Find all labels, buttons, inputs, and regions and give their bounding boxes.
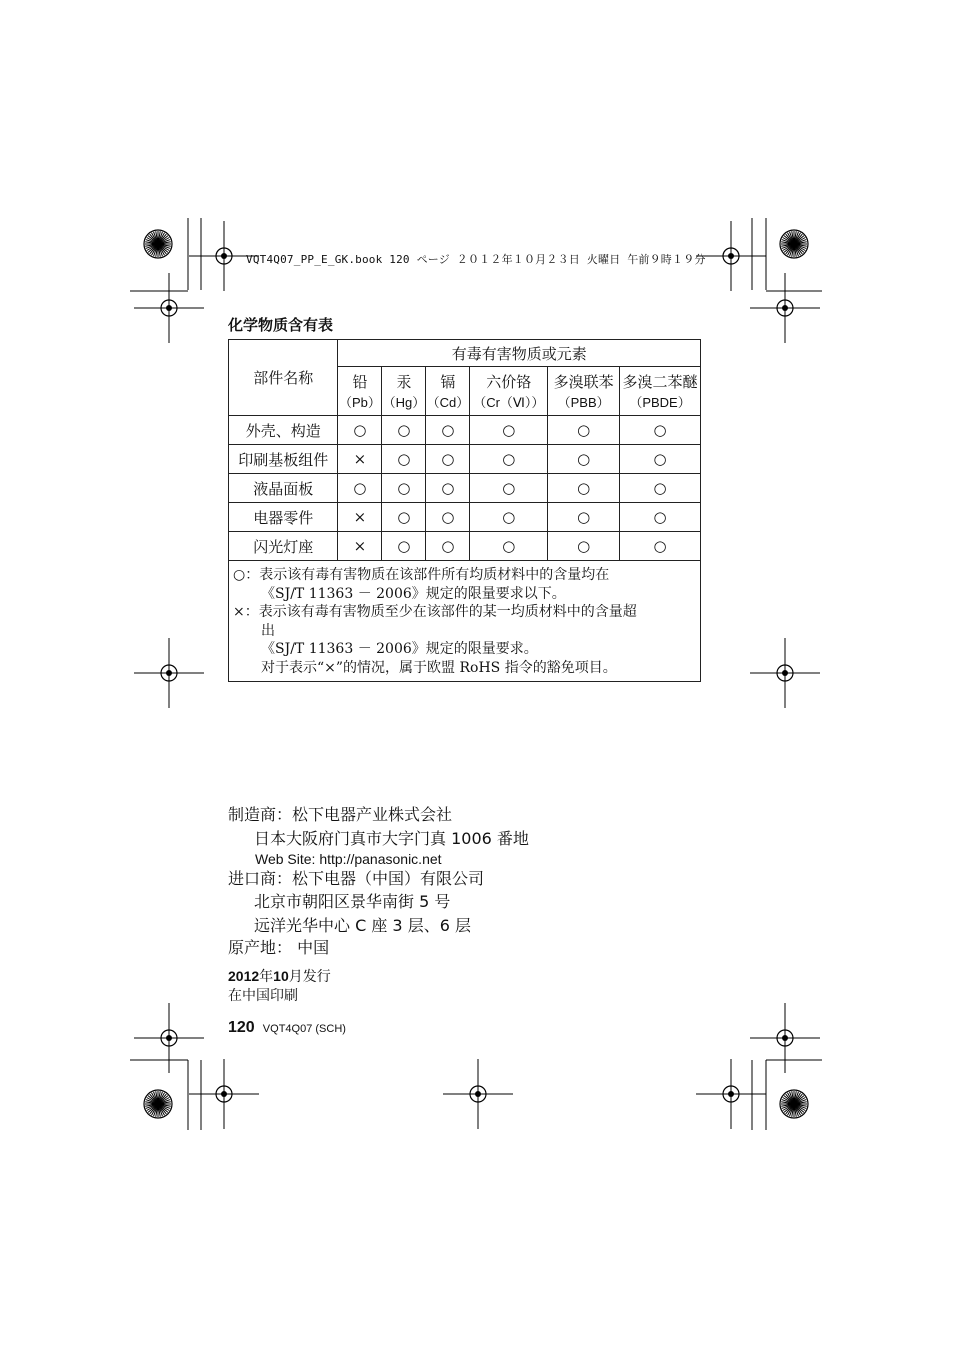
table-row [229,445,701,474]
substance-mark: ○ [620,532,701,561]
header-substance [426,367,470,416]
note-x-continuation: 出 [261,622,275,639]
substance-symbol: （PBDE） [629,395,691,410]
substance-name: 六价铬 [486,373,532,391]
book-header-line: VQT4Q07_PP_E_GK.book 120 ページ ２０１２年１０月２３日 火曜日 午前９時１９分 [246,253,706,266]
importer-address-2: 远洋光华中心 C 座 3 层、6 层 [254,916,471,935]
substance-name: 镉 [440,373,456,391]
page-number: 120 [228,1019,255,1036]
manufacturer-address: 日本大阪府门真市大字门真 1006 番地 [254,829,529,848]
table-notes [229,561,701,682]
substance-mark: ○ [548,474,620,503]
substance-mark: × [338,503,382,532]
header-substance [338,367,382,416]
document-code: VQT4Q07 (SCH) [262,1023,346,1035]
substance-mark: ○ [382,532,426,561]
substance-mark: ○ [426,416,470,445]
substance-mark: ○ [382,416,426,445]
importer-address-1: 北京市朝阳区景华南街 5 号 [254,892,451,911]
substance-symbol: （PBB） [557,395,610,410]
page-footer [228,1017,346,1037]
part-name: 外壳、构造 [229,416,338,445]
substance-mark: ○ [426,474,470,503]
substance-mark: ○ [382,503,426,532]
substance-mark: ○ [620,416,701,445]
substance-mark: ○ [426,445,470,474]
substance-symbol: （Cd） [426,395,470,410]
substance-symbol: （Hg） [382,395,426,410]
substance-mark: ○ [338,416,382,445]
substance-symbol: （Pb） [339,395,381,410]
substance-mark: ○ [548,416,620,445]
manufacturer-website: Web Site: http://panasonic.net [255,851,442,867]
part-name: 印刷基板组件 [229,445,338,474]
substance-mark: × [338,445,382,474]
substance-mark: ○ [470,416,548,445]
substance-name: 多溴联苯 [553,373,614,391]
substance-mark: ○ [470,474,548,503]
table-row [229,474,701,503]
note-rohs: 对于表示“×”的情况，属于欧盟 RoHS 指令的豁免项目。 [261,659,617,676]
table-row [229,503,701,532]
substance-mark: ○ [548,532,620,561]
substance-mark: ○ [620,474,701,503]
part-name: 电器零件 [229,503,338,532]
importer-label: 进口商：松下电器（中国）有限公司 [228,869,485,888]
substance-mark: ○ [382,445,426,474]
note-x-line: ×：表示该有毒有害物质至少在该部件的某一均质材料中的含量超 [233,604,637,620]
substance-mark: ○ [548,445,620,474]
part-name: 液晶面板 [229,474,338,503]
substance-mark: ○ [548,503,620,532]
substance-mark: ○ [620,503,701,532]
substance-mark: ○ [426,503,470,532]
table-row [229,532,701,561]
substance-mark: ○ [470,532,548,561]
header-part-name: 部件名称 [229,340,338,416]
substance-mark: ○ [470,503,548,532]
substance-mark: ○ [338,474,382,503]
origin: 原产地： 中国 [228,938,330,957]
substance-name: 汞 [396,373,412,391]
substance-mark: ○ [382,474,426,503]
substance-name: 铅 [352,373,368,391]
substance-mark: ○ [620,445,701,474]
header-substance [620,367,701,416]
header-substance [470,367,548,416]
header-substance [382,367,426,416]
header-substance [548,367,620,416]
issue-date: 2012年10月发行 [228,968,331,985]
part-name: 闪光灯座 [229,532,338,561]
section-title: 化学物质含有表 [228,316,334,334]
substance-name: 多溴二苯醚 [622,373,698,391]
note-o-standard: 《SJ/T 11363 － 2006》规定的限量要求以下。 [261,585,566,602]
substance-mark: ○ [470,445,548,474]
substance-mark: × [338,532,382,561]
hazardous-substance-table [228,339,701,682]
manufacturer-label: 制造商：松下电器产业株式会社 [228,805,453,824]
substance-mark: ○ [426,532,470,561]
note-x-standard: 《SJ/T 11363 － 2006》规定的限量要求。 [261,641,538,657]
substance-symbol: （Cr（Ⅵ）） [473,395,545,410]
printed-in: 在中国印刷 [228,988,298,1004]
header-group: 有毒有害物质或元素 [338,340,701,367]
note-o-line: ○：表示该有毒有害物质在该部件所有均质材料中的含量均在 [233,567,610,583]
table-row [229,416,701,445]
